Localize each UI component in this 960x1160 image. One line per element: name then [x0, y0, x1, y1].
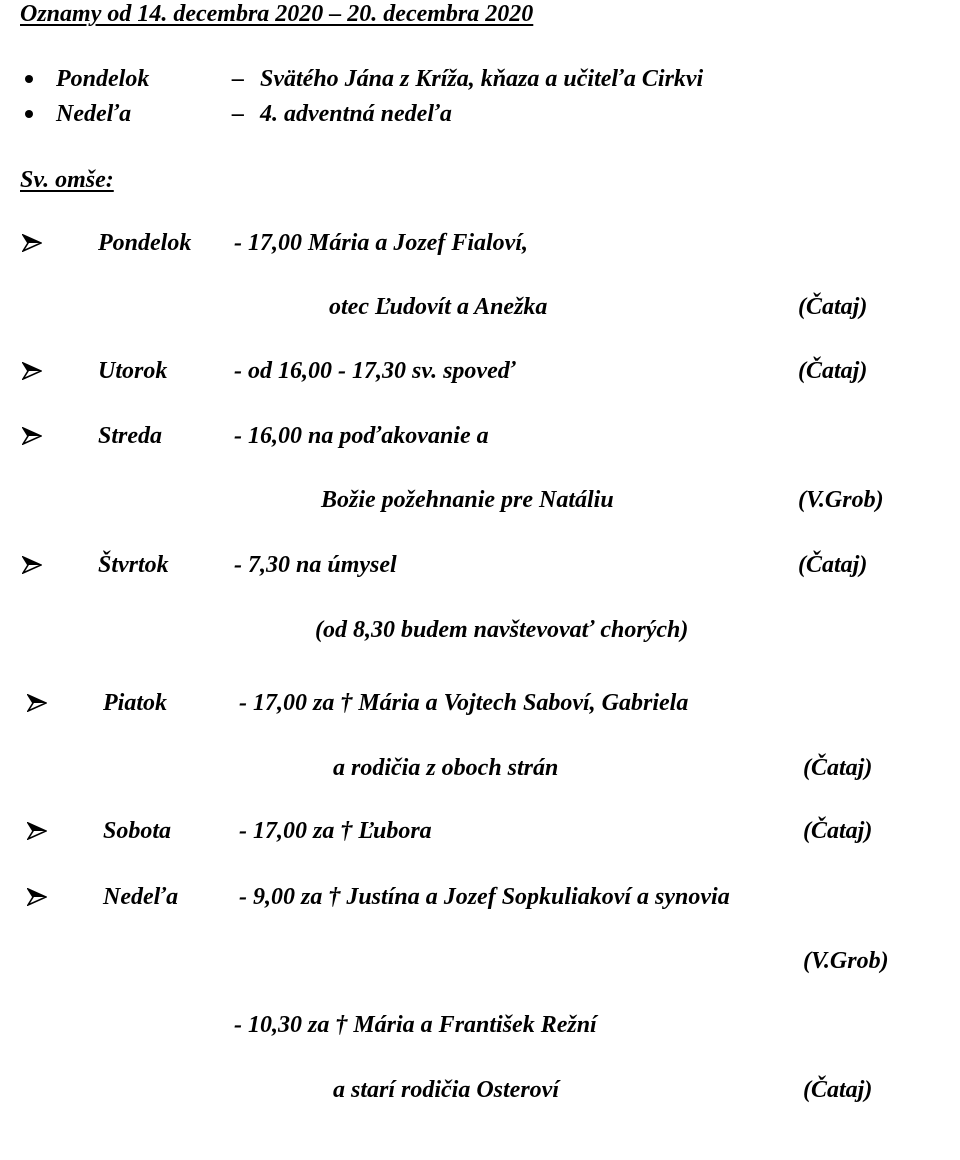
mass-place: (Čataj) — [798, 294, 868, 320]
mass-place: (Čataj) — [798, 552, 868, 578]
mass-day: Nedeľa — [103, 884, 179, 910]
feast-dash: – — [232, 101, 244, 127]
mass-place: (V.Grob) — [798, 487, 884, 513]
mass-line: a starí rodičia Osteroví — [333, 1077, 559, 1103]
mass-line: - 7,30 na úmysel — [234, 552, 397, 578]
feast-text: 4. adventná nedeľa — [260, 101, 452, 127]
mass-line: - 17,00 za † Mária a Vojtech Saboví, Gabriela — [239, 690, 689, 716]
mass-day: Štvrtok — [98, 552, 169, 578]
arrow-bullet-icon — [22, 556, 42, 574]
arrow-bullet-icon — [22, 427, 42, 445]
arrow-bullet-icon — [27, 694, 47, 712]
mass-place: (Čataj) — [803, 1077, 873, 1103]
mass-line: - 10,30 za † Mária a František Režní — [234, 1012, 597, 1038]
bullet-icon — [25, 75, 33, 83]
arrow-bullet-icon — [27, 822, 47, 840]
feast-text: Svätého Jána z Kríža, kňaza a učiteľa Cirkvi — [260, 66, 704, 92]
mass-place: (Čataj) — [803, 755, 873, 781]
bullet-icon — [25, 110, 33, 118]
arrow-bullet-icon — [27, 888, 47, 906]
mass-day: Sobota — [103, 818, 172, 844]
mass-line: - od 16,00 - 17,30 sv. spoveď — [234, 358, 516, 384]
mass-line: - 9,00 za † Justína a Jozef Sopkuliakoví a synovia — [239, 884, 730, 910]
mass-line: Božie požehnanie pre Natáliu — [321, 487, 614, 513]
mass-place: (Čataj) — [798, 358, 868, 384]
arrow-bullet-icon — [22, 362, 42, 380]
page-title: Oznamy od 14. decembra 2020 – 20. decembra 2020 — [20, 1, 534, 27]
mass-day: Pondelok — [98, 230, 192, 256]
mass-day: Streda — [98, 423, 163, 449]
mass-day: Piatok — [103, 690, 167, 716]
mass-note: (od 8,30 budem navštevovať chorých) — [315, 617, 689, 643]
feast-dash: – — [232, 66, 244, 92]
mass-place: (Čataj) — [803, 818, 873, 844]
mass-day: Utorok — [98, 358, 168, 384]
mass-place: (V.Grob) — [803, 948, 889, 974]
feast-day: Pondelok — [56, 66, 150, 92]
mass-line: - 16,00 na poďakovanie a — [234, 423, 489, 449]
mass-line: - 17,00 Mária a Jozef Fialoví, — [234, 230, 528, 256]
arrow-bullet-icon — [22, 234, 42, 252]
mass-line: a rodičia z oboch strán — [333, 755, 559, 781]
mass-line: - 17,00 za † Ľubora — [239, 818, 432, 844]
feast-day: Nedeľa — [56, 101, 132, 127]
section-title: Sv. omše: — [20, 167, 114, 193]
mass-line: otec Ľudovít a Anežka — [329, 294, 548, 320]
